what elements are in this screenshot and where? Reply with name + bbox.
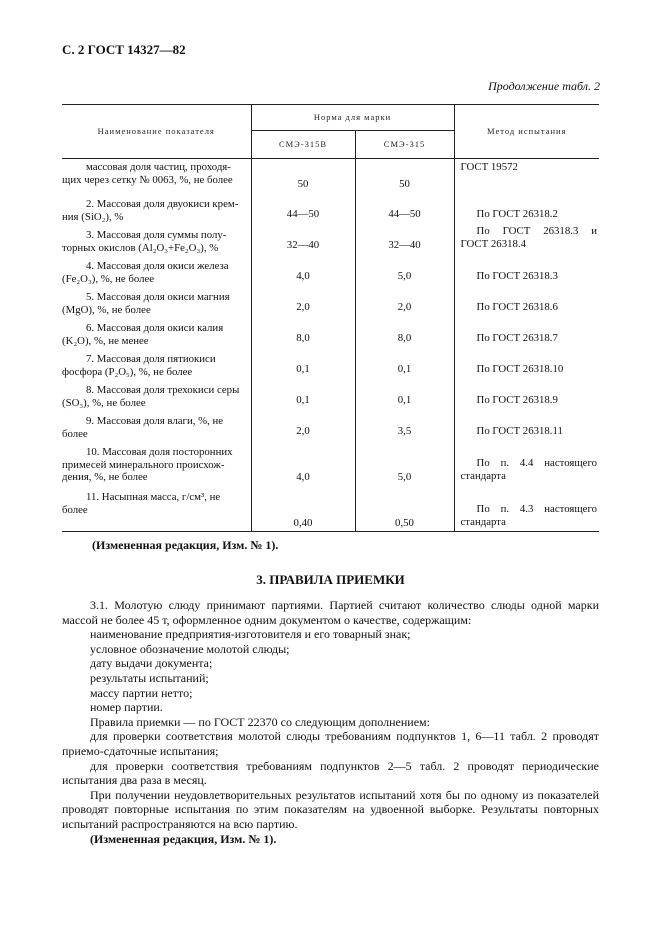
table-row <box>62 316 599 347</box>
col-header-method: Метод испытания <box>454 105 599 159</box>
paragraph: условное обозначение молотой слюды; <box>90 641 290 656</box>
row-name-line: 3. Массовая доля суммы полу- <box>86 229 227 241</box>
norm-value-1: 4,0 <box>296 471 310 483</box>
row-name-line: более <box>62 427 88 440</box>
table-body <box>62 159 599 532</box>
row-name-line: примесей минерального происхож- <box>62 458 225 471</box>
paragraph: дату выдачи документа; <box>90 656 213 671</box>
col-header-grade-2: СМЭ-315 <box>355 131 454 159</box>
paragraph: номер партии. <box>90 700 163 715</box>
table-row <box>62 192 599 223</box>
row-name-line: торных окислов (Al₂O₃+Fe₂O₃), % <box>62 241 219 254</box>
specs-table <box>62 104 599 532</box>
row-name-line: 6. Массовая доля окиси калия <box>86 322 224 334</box>
table-row <box>62 254 599 285</box>
method-line: По ГОСТ 26318.7 <box>476 332 558 344</box>
norm-value-2: 5,0 <box>397 471 412 483</box>
table-row <box>62 347 599 378</box>
row-name-line: 11. Насыпная масса, г/см³, не <box>86 491 221 503</box>
row-name-line: 9. Массовая доля влаги, %, не <box>86 415 224 427</box>
table-row <box>62 285 599 316</box>
norm-value-1: 0,40 <box>293 517 313 529</box>
paragraph: При получении неудовлетворительных результатов испытаний хотя бы по одному из показателей проводят повторные испытания по этим показателям на удвоенной выборке. Результаты повторных испытаний распространяются на всю партию. <box>62 787 599 831</box>
table-row <box>62 409 599 440</box>
table-row <box>62 378 599 409</box>
row-name-line: дения, %, не более <box>62 471 148 483</box>
section-body <box>62 598 599 846</box>
paragraph: наименование предприятия-изготовителя и его товарный знак; <box>90 627 411 642</box>
norm-value-2: 44—50 <box>388 208 421 220</box>
col-header-norm: Норма для марки <box>251 105 454 131</box>
table-row <box>62 440 599 485</box>
norm-value-1: 0,1 <box>296 394 310 406</box>
paragraph: для проверки соответствия молотой слюды требованиям подпунктов 1, 6—11 табл. 2 проводят приемо-сдаточные испытания; <box>62 729 599 758</box>
method-line: По ГОСТ 26318.2 <box>476 208 558 220</box>
method-line: стандарта <box>460 469 506 482</box>
row-name-line: (K₂O), %, не менее <box>62 334 149 347</box>
row-name-line: массовая доля частиц, проходя- <box>86 161 231 173</box>
norm-value-1: 2,0 <box>296 301 310 313</box>
row-name-line: 10. Массовая доля посторонних <box>86 446 233 458</box>
method-line: По ГОСТ 26318.9 <box>476 394 558 406</box>
row-name-line: 2. Массовая доля двуокиси крем- <box>86 198 239 210</box>
row-name-line: щих через сетку № 0063, %, не более <box>62 173 233 186</box>
paragraph: Правила приемки — по ГОСТ 22370 со следующим дополнением: <box>90 714 430 729</box>
amendment-note-1: (Измененная редакция, Изм. № 1). <box>92 538 279 552</box>
table-row <box>62 159 599 193</box>
norm-value-2: 0,1 <box>397 394 412 406</box>
method-line: ГОСТ 19572 <box>460 161 518 173</box>
page-header: С. 2 ГОСТ 14327—82 <box>62 42 186 57</box>
norm-value-2: 50 <box>399 178 410 190</box>
row-name-line: 5. Массовая доля окиси магния <box>86 291 230 303</box>
table-row <box>62 485 599 532</box>
row-name-line: 7. Массовая доля пятиокиси <box>86 353 216 365</box>
row-name-line: 4. Массовая доля окиси железа <box>86 260 229 272</box>
norm-value-1: 44—50 <box>286 208 320 220</box>
method-line: По ГОСТ 26318.11 <box>476 425 563 437</box>
norm-value-2: 5,0 <box>397 270 412 282</box>
section-title: 3. ПРАВИЛА ПРИЕМКИ <box>256 572 405 587</box>
norm-value-2: 2,0 <box>397 301 412 313</box>
table-row <box>62 223 599 254</box>
method-line: По ГОСТ 26318.10 <box>476 363 564 375</box>
method-line: По ГОСТ 26318.6 <box>476 301 558 313</box>
norm-value-1: 32—40 <box>286 239 320 251</box>
method-line: По ГОСТ 26318.3 и <box>476 225 598 237</box>
norm-value-2: 0,1 <box>397 363 412 375</box>
norm-value-2: 8,0 <box>397 332 412 344</box>
paragraph: для проверки соответствия требованиям подпунктов 2—5 табл. 2 проводят периодические испытания два раза в месяц. <box>62 758 599 788</box>
row-name-line: более <box>62 503 88 516</box>
paragraph-list <box>62 598 599 832</box>
row-name-line: (SO₃), %, не более <box>62 396 146 409</box>
method-line: По п. 4.3 настоящего <box>476 503 598 515</box>
norm-value-2: 32—40 <box>388 239 421 251</box>
col-header-name: Наименование показателя <box>62 105 251 159</box>
row-name-line: 8. Массовая доля трехокиси серы <box>86 384 240 396</box>
norm-value-1: 50 <box>297 178 309 190</box>
method-line: стандарта <box>460 515 506 528</box>
row-name-line: ния (SiO₂), % <box>62 210 124 223</box>
paragraph: результаты испытаний; <box>90 670 209 685</box>
norm-value-2: 3,5 <box>397 425 412 437</box>
method-line: По п. 4.4 настоящего <box>476 457 598 469</box>
table-continuation-label: Продолжение табл. 2 <box>488 79 600 93</box>
row-name-line: фосфора (P₂O₅), %, не более <box>62 365 193 378</box>
method-line: ГОСТ 26318.4 <box>460 237 527 250</box>
row-name-line: (Fe₂O₃), %, не более <box>62 272 155 285</box>
norm-value-1: 0,1 <box>296 363 310 375</box>
paragraph: массу партии нетто; <box>90 685 193 700</box>
norm-value-1: 2,0 <box>296 425 310 437</box>
norm-value-1: 4,0 <box>296 270 310 282</box>
method-line: По ГОСТ 26318.3 <box>476 270 558 282</box>
amendment-note-2: (Измененная редакция, Изм. № 1). <box>90 831 277 846</box>
norm-value-2: 0,50 <box>395 517 414 529</box>
norm-value-1: 8,0 <box>296 332 310 344</box>
row-name-line: (MgO), %, не более <box>62 303 151 316</box>
col-header-grade-1: СМЭ-315В <box>251 131 355 159</box>
paragraph: 3.1. Молотую слюду принимают партиями. Партией считают количество слюды одной марки массой не более 45 т, оформленное одним документом о качестве, содержащим: <box>62 598 599 627</box>
